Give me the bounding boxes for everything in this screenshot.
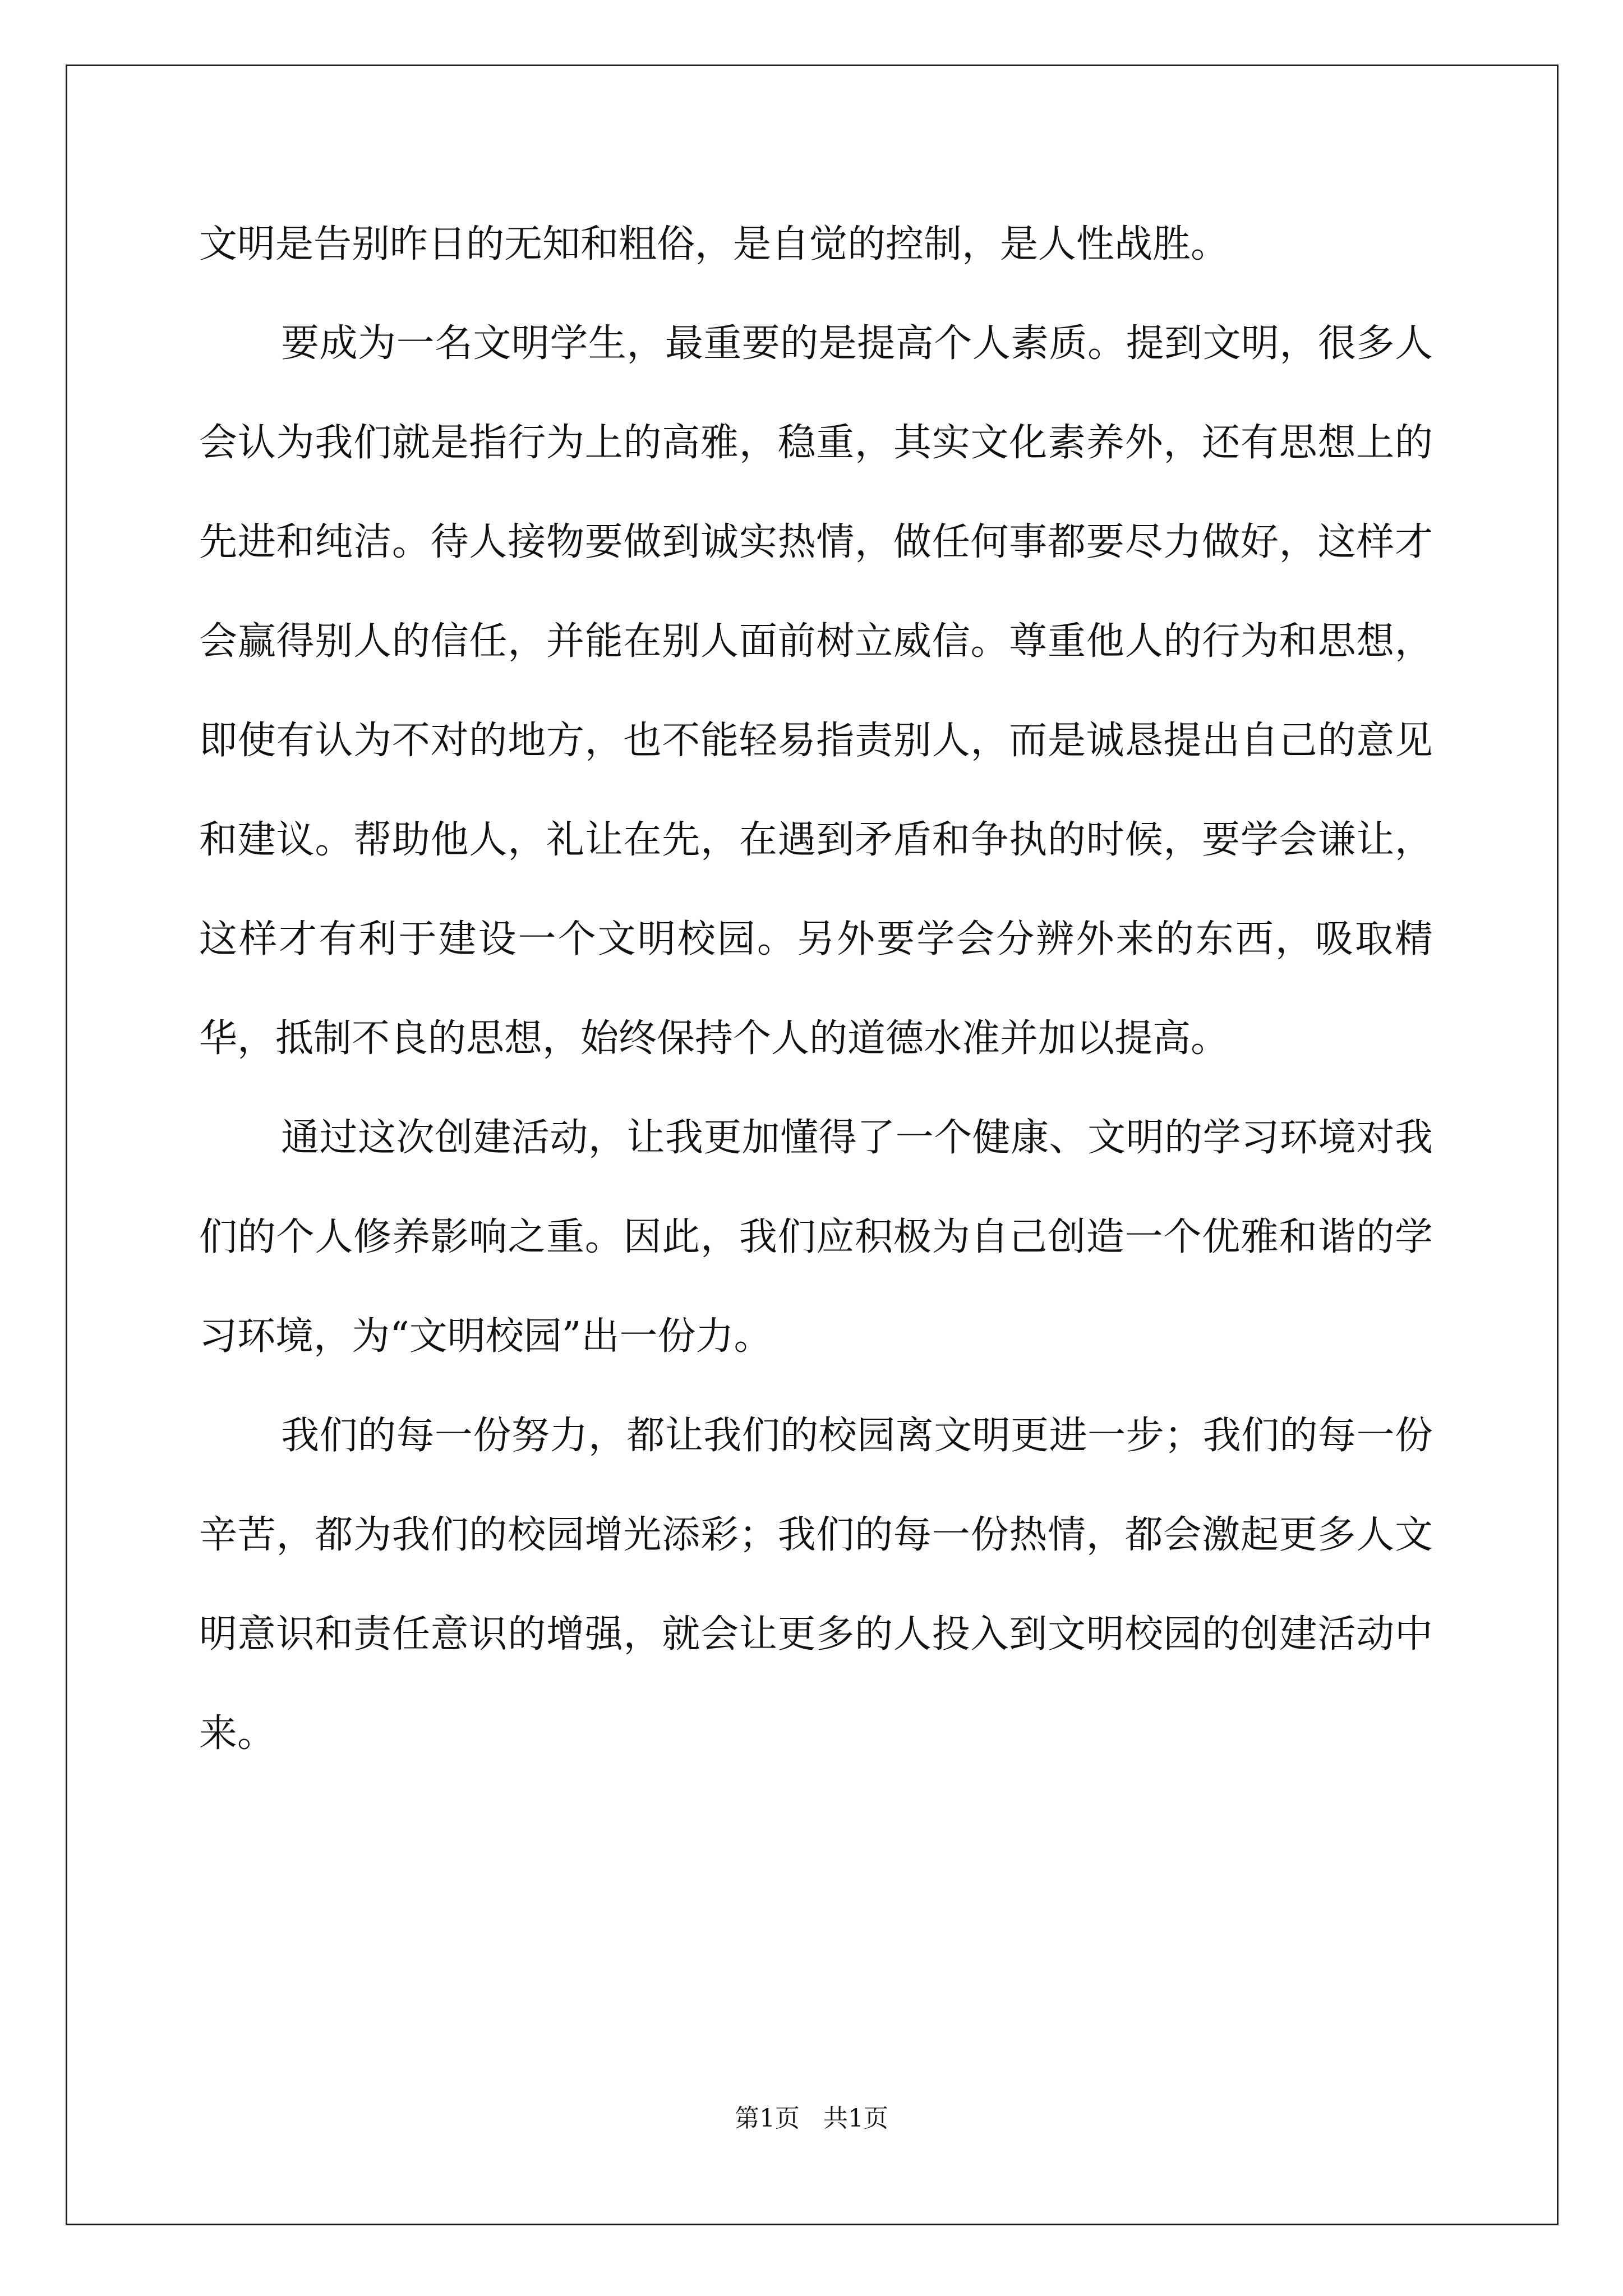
paragraph-4: 我们的每一份努力，都让我们的校园离文明更进一步；我们的每一份辛苦，都为我们的校园增光添彩；我们的每一份热情，都会激起更多人文明意识和责任意识的增强，就会让更多的人投入到文明校园的创建活动中来。 [199,1414,1433,1756]
document-body [199,195,1433,1783]
page-number-footer: 第1页 共1页 [735,2104,888,2133]
paragraph-2: 要成为一名文明学生，最重要的是提高个人素质。提到文明，很多人会认为我们就是指行为上的高雅，稳重，其实文化素养外，还有思想上的先进和纯洁。待人接物要做到诚实热情，做任何事都要尽力做好，这样才会赢得别人的信任，并能在别人面前树立威信。尊重他人的行为和思想，即使有认为不对的地方，也不能轻易指责别人，而是诚恳提出自己的意见和建议。帮助他人，礼让在先，在遇到矛盾和争执的时候，要学会谦让，这样才有利于建设一个文明校园。另外要学会分辨外来的东西，吸取精华，抵制不良的思想，始终保持个人的道德水准并加以提高。 [199,321,1433,1061]
paragraph-1: 文明是告别昨日的无知和粗俗，是自觉的控制，是人性战胜。 [199,222,1229,266]
paragraph-3: 通过这次创建活动，让我更加懂得了一个健康、文明的学习环境对我们的个人修养影响之重。因此，我们应积极为自己创造一个优雅和谐的学习环境，为“文明校园”出一份力。 [199,1116,1433,1359]
